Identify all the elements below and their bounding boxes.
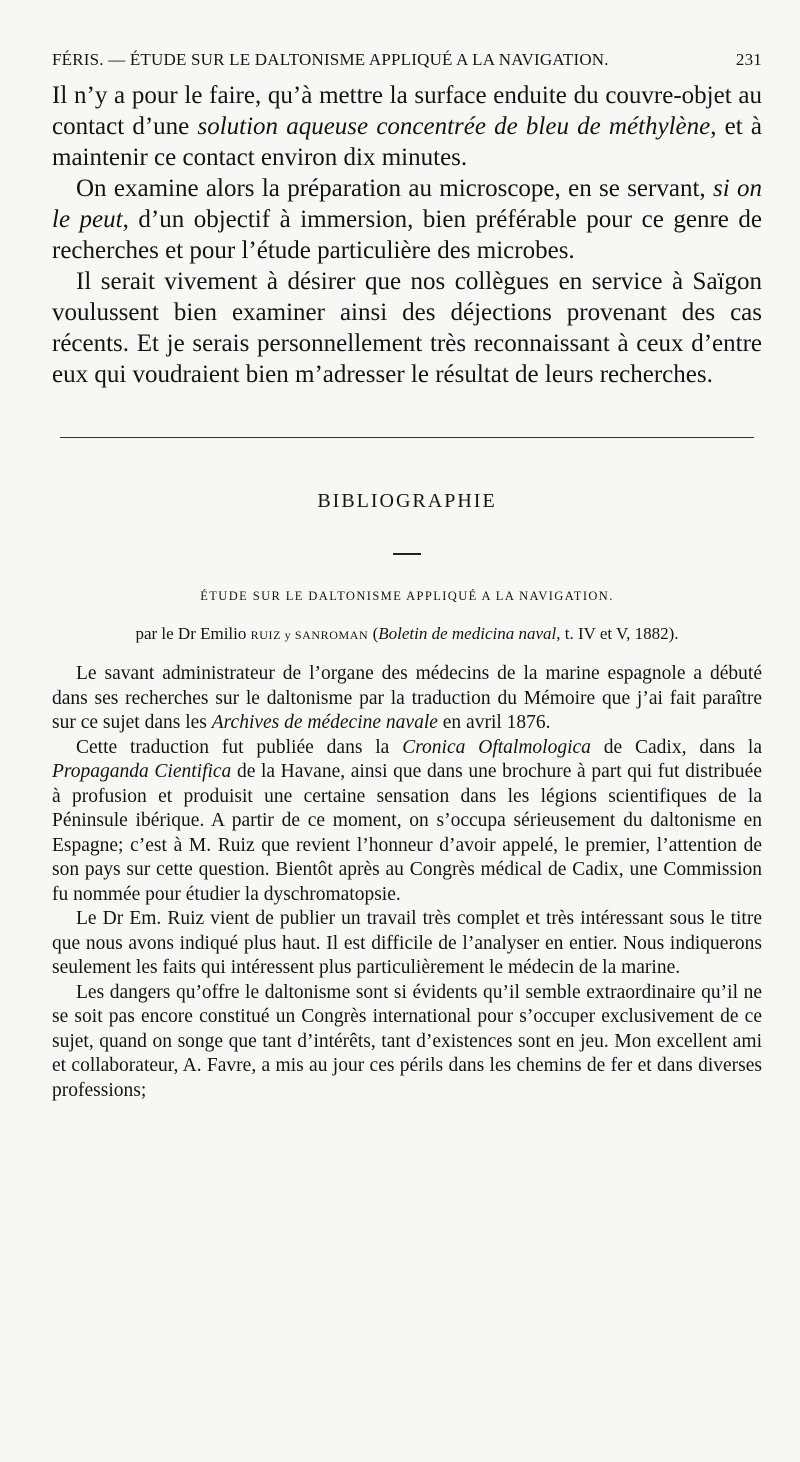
text-run: On examine alors la préparation au microscope, en se servant,	[76, 175, 713, 202]
paragraph	[52, 662, 762, 736]
article-text	[52, 80, 762, 390]
italic-text: si on le peut	[52, 175, 762, 233]
review-title: ÉTUDE SUR LE DALTONISME APPLIQUÉ A LA NAVIGATION.	[200, 589, 614, 603]
bibliography-heading: BIBLIOGRAPHIE	[317, 490, 497, 512]
paragraph	[52, 173, 762, 266]
paragraph: Les dangers qu’offre le daltonisme sont si évidents qu’il semble extraordinaire qu’il ne se soit pas encore constitué un Congrès international pour s’occuper exclusivement de ce sujet, quand on songe que tant d’intérêts, tant d’existences sont en jeu. Mon excellent ami et collaborateur, A. Favre, a mis au jour ces périls dans les chemins de fer et dans diverses professions;	[52, 981, 762, 1101]
text-run: Il n’y a pour le faire, qu’à mettre la surface enduite du couvre-objet au contact d’une	[52, 82, 762, 140]
byline-prefix: par le Dr Emilio	[135, 624, 251, 643]
running-head-title: FÉRIS. — ÉTUDE SUR LE DALTONISME APPLIQUÉ A LA NAVIGATION.	[52, 50, 609, 69]
journal-title: Boletin de medicina naval	[378, 624, 557, 643]
text-run: Le savant administrateur de l’organe des médecins de la marine espagnole a débuté dans ses recherches sur le daltonisme par la traduction du Mémoire que j’ai fait paraître sur ce sujet dans les	[52, 663, 762, 733]
running-head	[52, 50, 762, 70]
short-divider	[393, 553, 421, 555]
paragraph	[52, 736, 762, 908]
text-run: Cette traduction fut publiée dans la	[76, 736, 403, 758]
paragraph: Il serait vivement à désirer que nos collègues en service à Saïgon voulussent bien examiner ainsi des déjections provenant des cas récents. Et je serais personnellement très reconnaissant à ceux d’entre eux qui voudraient bien m’adresser le résultat de leurs recherches.	[52, 268, 762, 388]
author-name: RUIZ y SANROMAN	[250, 628, 369, 642]
paragraph: Le Dr Em. Ruiz vient de publier un travail très complet et très intéressant sous le titre que nous avons indiqué plus haut. Il est difficile de l’analyser en entier. Nous indiquerons seulement les faits qui intéressent plus particulièrement le médecin de la marine.	[52, 908, 762, 978]
page	[52, 50, 762, 1103]
review-byline	[52, 624, 762, 644]
text-run: , et à maintenir ce contact environ dix minutes.	[52, 113, 762, 171]
page-number: 231	[735, 50, 762, 69]
italic-text: Propaganda Cientifica	[52, 761, 232, 782]
text-run: , d’un objectif à immersion, bien préférable pour ce genre de recherches et pour l’étude particulière des microbes.	[52, 206, 762, 264]
review-text	[52, 662, 762, 1103]
byline-suffix: , t. IV et V, 1882).	[556, 624, 679, 643]
section-divider	[60, 437, 754, 438]
text-run: de Cadix, dans la	[590, 736, 762, 758]
text-run: de la Havane, ainsi que dans une brochure à part qui fut distribuée à profusion et produisit une certaine sensation dans les légions scientifiques de la Péninsule ibérique. A partir de ce moment, on s’occupa sérieusement du daltonisme en Espagne; c’est à M. Ruiz que revient l’honneur d’avoir appelé, le premier, l’attention de son pays sur cette question. Bientôt après au Congrès médical de Cadix, une Commission fu nommée pour étudier la dyschromatopsie.	[52, 761, 762, 905]
italic-text: solution aqueuse concentrée de bleu de méthylène	[197, 113, 711, 140]
italic-text: Archives de médecine navale	[211, 712, 438, 733]
italic-text: Cronica Oftalmologica	[402, 736, 591, 758]
text-run: en avril 1876.	[437, 712, 551, 733]
byline-paren: (	[368, 624, 379, 643]
paragraph	[52, 80, 762, 173]
